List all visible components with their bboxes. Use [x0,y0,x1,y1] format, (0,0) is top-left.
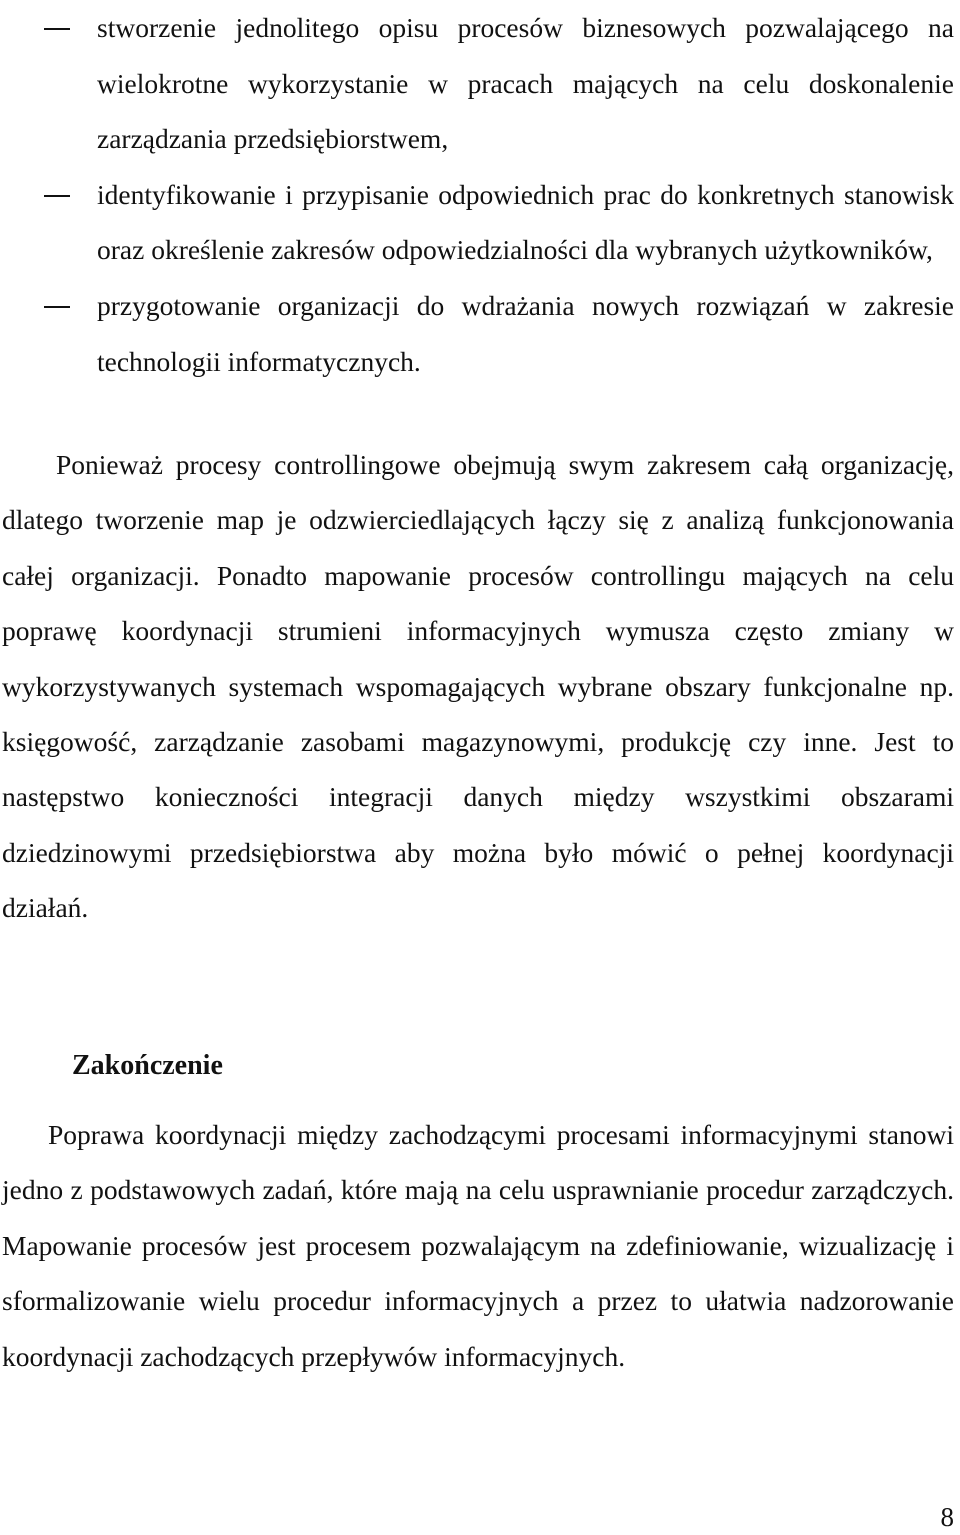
list-item [0,0,960,167]
list-item-text: identyfikowanie i przypisanie odpowiednich prac do konkretnych stanowisk oraz określenie zakresów odpowiedzialności dla wybranych użytkowników, [97,178,954,266]
list-item-text: przygotowanie organizacji do wdrażania nowych rozwiązań w zakresie technologii informatycznych. [97,289,954,377]
list-item [0,278,960,389]
dash-bullet-icon [44,306,70,308]
body-paragraph: Ponieważ procesy controllingowe obejmują swym zakresem całą organizację, dlatego tworzenie map je odzwierciedlających łączy się z analizą funkcjonowania całej organizacji. Ponadto mapowanie procesów controllingu mających na celu poprawę koordynacji strumieni informacyjnych wymusza często zmiany w wykorzystywanych systemach wspomagających wybrane obszary funkcjonalne np. księgowość, zarządzanie zasobami magazynowymi, produkcję czy inne. Jest to następstwo konieczności integracji danych między wszystkimi obszarami dziedzinowymi przedsiębiorstwa aby można było mówić o pełnej koordynacji działań. [2,449,954,924]
dash-bullet-icon [44,195,70,197]
list-item [0,167,960,278]
dash-bullet-icon [44,28,70,30]
page-number: 8 [940,1502,954,1532]
bullet-list [0,0,960,389]
list-item-text: stworzenie jednolitego opisu procesów biznesowych pozwalającego na wielokrotne wykorzystanie w pracach mających na celu doskonalenie zarządzania przedsiębiorstwem, [97,12,954,155]
section-heading: Zakończenie [72,1050,223,1081]
conclusion-paragraph: Poprawa koordynacji między zachodzącymi procesami informacyjnymi stanowi jedno z podstawowych zadań, które mają na celu usprawnianie procedur zarządczych. Mapowanie procesów jest procesem pozwalającym na zdefiniowanie, wizualizację i sformalizowanie wielu procedur informacyjnych a przez to ułatwia nadzorowanie koordynacji zachodzących przepływów informacyjnych. [2,1119,954,1372]
